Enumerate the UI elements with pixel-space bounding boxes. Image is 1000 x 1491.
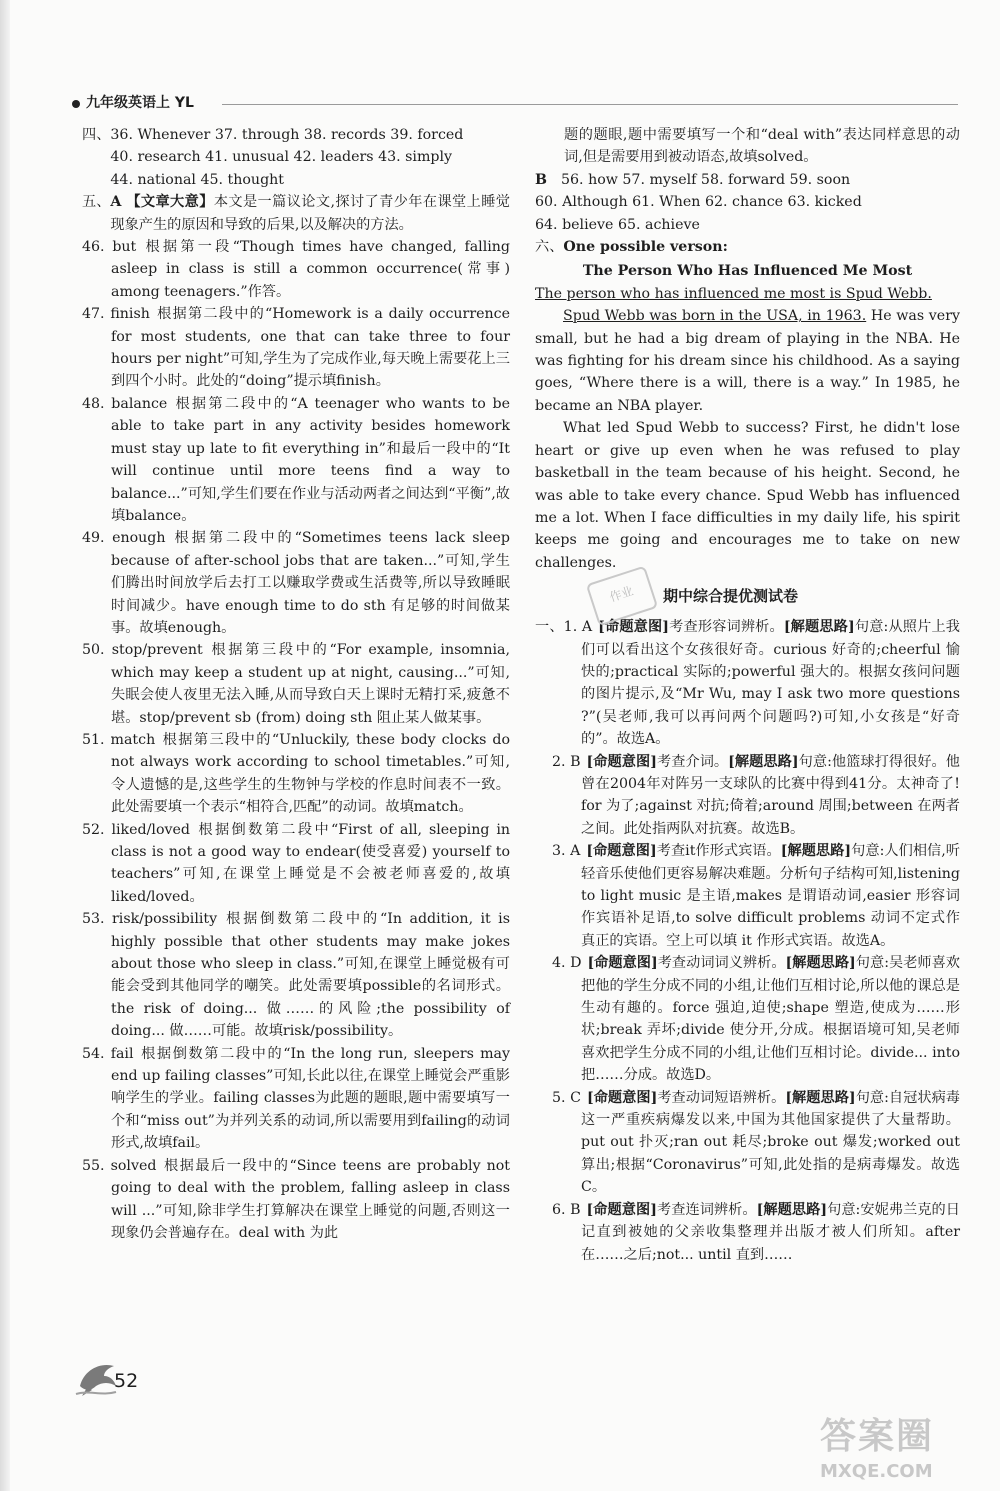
- test-item-list: [535, 616, 960, 1266]
- essay-paragraph: What led Spud Webb to success? First, he didn't lose heart or give up even when he was refused to play basketball in the team because of his height. Second, he was able to take every chance. Spud Webb has influenced me a lot. When I face difficulties in my daily life, his spirit keeps me going and encourages me to take on new challenges.: [535, 420, 960, 571]
- list-item: [552, 840, 960, 952]
- item-explanation: 根据倒数第二段中的“In the long run, sleepers may end up failing classes”可知,长此以往,在课堂上睡觉会严重影响学生的学业。failing classes为此题的题眼,题中需要填写一个和“miss out”为并列关系的动词,所以需要用到failing的动词形式,故填fail。: [111, 1045, 510, 1152]
- watermark-logo: 答案圈: [820, 1416, 935, 1457]
- section-6-head: One possible verson:: [563, 239, 728, 256]
- item-number: 1.: [563, 619, 578, 636]
- list-item: [552, 751, 960, 841]
- page-header: [72, 92, 958, 116]
- item-explanation: 根据倒数第二段中“First of all, sleeping in class is not a good way to endear(使受喜爱) yourself to teachers”可知,在课堂上睡觉是不会被老师喜爱的,故填liked/loved。: [111, 821, 510, 905]
- binding-edge: [0, 0, 10, 1491]
- answer-line: 56. how 57. myself 58. forward 59. soon: [561, 171, 851, 188]
- list-item: [82, 303, 510, 393]
- answer-line: 40. research 41. unusual 42. leaders 43. simply: [110, 149, 453, 166]
- item-explanation: 句意:他篮球打得很好。他曾在2004年对阵另一支球队的比赛中得到41分。太神奇了! for 为了;against 对抗;倚着;around 周围;between 在两者之间。此处指两队对抗赛。故选B。: [581, 753, 960, 837]
- item-number: 5.: [552, 1089, 566, 1106]
- item-answer: B: [570, 753, 581, 770]
- item-explanation: 句意:自冠状病毒这一严重疾病爆发以来,中国为其他国家提供了大量帮助。put out 扑灭;ran out 耗尽;broke out 爆发;worked out 算出;根据“Coronavirus”可知,此处指的是病毒爆发。故选C。: [581, 1089, 960, 1196]
- item-intent: 考查动词词义辨析。: [657, 955, 786, 972]
- right-column: [535, 124, 960, 1266]
- section-6-label: 六、: [535, 239, 564, 256]
- approach-tag: [解题思路]: [785, 955, 856, 972]
- list-item: [552, 952, 960, 1086]
- section-1-label: 一、: [535, 619, 564, 636]
- essay-title: The Person Who Has Influenced Me Most: [582, 263, 913, 280]
- section-6: [535, 236, 960, 258]
- approach-tag: [解题思路]: [780, 843, 852, 860]
- list-item: [82, 236, 510, 303]
- item-answer: liked/loved: [111, 821, 190, 838]
- item-explanation: 根据第二段中的“A teenager who wants to be able to take part in any activity besides homework must stay up late to fit everything in”和最后一段中的“It will continue until more teens find a way to balance...”可知,学生们要在作业与活动两者之间达到“平衡”,故填balance。: [111, 395, 510, 524]
- section-4-label: 四、: [82, 127, 111, 143]
- essay-text: He was very small, but he had a big dream of playing in the NBA. He was fighting for his dream since his childhood. As a saying goes, “Where there is a will, there is a way.” In 1985, he became an NBA player.: [535, 308, 960, 414]
- page-number-text: 52: [114, 1370, 139, 1392]
- approach-tag: [解题思路]: [785, 1089, 856, 1106]
- item-explanation: 句意:安妮弗兰克的日记直到被她的父亲收集整理并出版才被人们所知。after 在……之后;not... until 直到……: [581, 1201, 960, 1263]
- item-answer: D: [570, 955, 582, 972]
- header-rule: [222, 104, 958, 105]
- test-section-heading: [535, 582, 960, 612]
- intent-tag: [命题意图]: [586, 753, 657, 770]
- list-item: [82, 393, 510, 527]
- watermark-url: MXQE.COM: [820, 1461, 933, 1482]
- item-intent: 考查形容词辨析。: [669, 619, 784, 636]
- header-title: 九年级英语上 YL: [86, 95, 194, 111]
- item-answer: solved: [110, 1157, 157, 1174]
- answer-line: 36. Whenever 37. through 38. records 39. forced: [110, 127, 464, 143]
- item-explanation: 根据第二段中的“Homework is a daily occurrence for most students, one that can take three to four hours per night”可知,学生为了完成作业,每天晚上需要花上三到四个小时。此处的“doing”提示填finish。: [111, 306, 510, 390]
- item-explanation: 根据倒数第二段中的“In addition, it is highly possible that other students may make jokes about those who sleep in class.”可知,在课堂上睡觉极有可能会受到其他同学的嘲笑。此处需要填possible的名词形式。the risk of doing... 做……的风险;the possibility of doing... 做……可能。故填risk/possibility。: [111, 911, 510, 1040]
- item-answer: enough: [112, 530, 166, 547]
- list-item: [82, 639, 510, 729]
- list-item: [82, 527, 510, 639]
- item-number: 55.: [82, 1157, 105, 1174]
- item-intent: 考查it作形式宾语。: [656, 843, 781, 860]
- item-answer: risk/possibility: [112, 911, 218, 928]
- item-number: 49.: [82, 530, 105, 547]
- item-explanation: 根据第二段中的“Sometimes teens lack sleep because of after-school jobs that are taken...”可知,学生们腾出时间放学后去打工以赚取学费或生活费等,所以导致睡眠时间减少。have enough time to do sth 有足够的时间做某事。故填enough。: [111, 530, 511, 636]
- item-number: 51.: [82, 731, 105, 748]
- item-number: 52.: [82, 821, 105, 838]
- list-item: [82, 729, 510, 819]
- item-explanation: 根据第三段中的“Unluckily, these body clocks do not always work according to school timetables.”可知,令人遗憾的是,这些学生的生物钟与学校的作息时间表不一致。此处需要填一个表示“相符合,匹配”的动词。故填match。: [111, 731, 510, 816]
- item-number: 2.: [552, 753, 566, 770]
- item-explanation: 句意:人们相信,听轻音乐使他们更容易解决难题。分析句子结构可知,listening to light music 是主语,makes 是谓语动词,easier 形容词作宾语补足语,to solve difficult problems 动词不定式作真正的宾语。空上可以填 it 作形式宾语。故选A。: [581, 843, 960, 949]
- list-item: [552, 1199, 960, 1266]
- item-number: 4.: [552, 955, 566, 972]
- item-number: 46.: [82, 239, 105, 256]
- section-5-summary: [110, 191, 510, 236]
- item-answer: but: [112, 239, 137, 256]
- intent-tag: [命题意图]: [587, 955, 658, 972]
- watermark: [820, 1408, 970, 1488]
- summary-text: 本文是一篇议论文,探讨了青少年在课堂上睡觉现象产生的原因和导致的后果,以及解决的方法。: [110, 194, 510, 233]
- part-b-label: B: [535, 171, 547, 188]
- item-answer: A: [581, 619, 593, 636]
- item-answer: C: [570, 1089, 581, 1106]
- test-title: 期中综合提优测试卷: [663, 587, 799, 606]
- list-item: [552, 1087, 960, 1199]
- answer-line: 64. believe 65. achieve: [535, 216, 700, 233]
- item-intent: 考查介词。: [656, 753, 729, 770]
- item-intent: 考查连词辨析。: [656, 1201, 757, 1218]
- approach-tag: [解题思路]: [783, 619, 855, 636]
- item-answer: stop/prevent: [111, 642, 203, 659]
- section-5: [82, 191, 510, 236]
- item-list: [82, 236, 510, 1244]
- item-number: 50.: [82, 642, 105, 659]
- intent-tag: [命题意图]: [586, 843, 657, 860]
- item-answer: match: [110, 731, 156, 748]
- item-number: 48.: [82, 395, 105, 412]
- list-item: [82, 908, 510, 1042]
- item-number: 53.: [82, 911, 105, 928]
- essay-paragraph: [535, 305, 960, 417]
- stamp-icon: 作业: [586, 566, 659, 627]
- list-item: [82, 1155, 510, 1245]
- summary-tag: 【文章大意】: [126, 194, 214, 211]
- essay-underlined: Spud Webb was born in the USA, in 1963.: [563, 308, 867, 325]
- item-55-continued: 题的题眼,题中需要填写一个和“deal with”表达同样意思的动词,但是需要用到被动语态,故填solved。: [564, 127, 960, 166]
- section-5-part-b: [535, 169, 960, 191]
- approach-tag: [解题思路]: [728, 753, 799, 770]
- item-number: 47.: [82, 306, 105, 323]
- item-explanation: 根据第一段“Though times have changed, falling asleep in class is still a common occurrence(常事) among teenagers.”作答。: [111, 239, 510, 300]
- answer-line: 60. Although 61. When 62. chance 63. kicked: [535, 194, 862, 211]
- part-label: A: [110, 194, 122, 211]
- item-number: 54.: [82, 1045, 105, 1062]
- list-item: [82, 1043, 510, 1155]
- page-number: [74, 1356, 164, 1400]
- bullet-icon: [72, 100, 80, 108]
- item-explanation: 句意:从照片上我们可以看出这个女孩很好奇。curious 好奇的;cheerful 愉快的;practical 实际的;powerful 强大的。根据女孩问问题的图片提示,及“Mr Wu, may I ask two more questions ?”(吴老师,我可以再问两个问题吗?)可知,小女孩是“好奇的”。故选A。: [581, 619, 960, 748]
- item-explanation: 句意:吴老师喜欢把他的学生分成不同的小组,让他们互相讨论,所以他的课总是生动有趣的。force 强迫,迫使;shape 塑造,使成为……形状;break 弄坏;divide 使分开,分成。根据语境可知,吴老师喜欢把学生分成不同的小组,让他们互相讨论。divide... into 把……分成。故选D。: [581, 955, 960, 1084]
- item-explanation: 根据第三段中的“For example, insomnia, which may keep a student up at night, causing...”可知,失眠会使人夜里无法入睡,从而导致白天上课时无精打采,疲惫不堪。stop/prevent sb (from) doing sth 阻止某人做某事。: [111, 642, 510, 726]
- item-answer: B: [570, 1201, 581, 1218]
- item-answer: fail: [110, 1045, 134, 1062]
- section-5-label: 五、: [82, 194, 111, 211]
- intent-tag: [命题意图]: [586, 1201, 657, 1218]
- list-item: [535, 616, 960, 750]
- section-4: [82, 124, 510, 191]
- item-number: 6.: [552, 1201, 566, 1218]
- essay-paragraph: The person who has influenced me most is Spud Webb.: [535, 285, 932, 302]
- left-column: [82, 124, 510, 1244]
- item-number: 3.: [552, 843, 566, 860]
- answer-line: 44. national 45. thought: [110, 171, 284, 188]
- list-item: [82, 819, 510, 909]
- item-explanation: 根据最后一段中的“Since teens are probably not going to deal with the problem, falling asleep in class will ...”可知,除非学生打算解决在课堂上睡觉的问题,否则这一现象仍会普遍存在。deal with 为此: [111, 1157, 510, 1241]
- approach-tag: [解题思路]: [756, 1201, 828, 1218]
- item-intent: 考查动词短语辨析。: [657, 1089, 786, 1106]
- intent-tag: [命题意图]: [598, 619, 670, 636]
- item-answer: finish: [110, 306, 150, 323]
- item-answer: balance: [111, 395, 168, 412]
- item-answer: A: [570, 843, 581, 860]
- intent-tag: [命题意图]: [586, 1089, 658, 1106]
